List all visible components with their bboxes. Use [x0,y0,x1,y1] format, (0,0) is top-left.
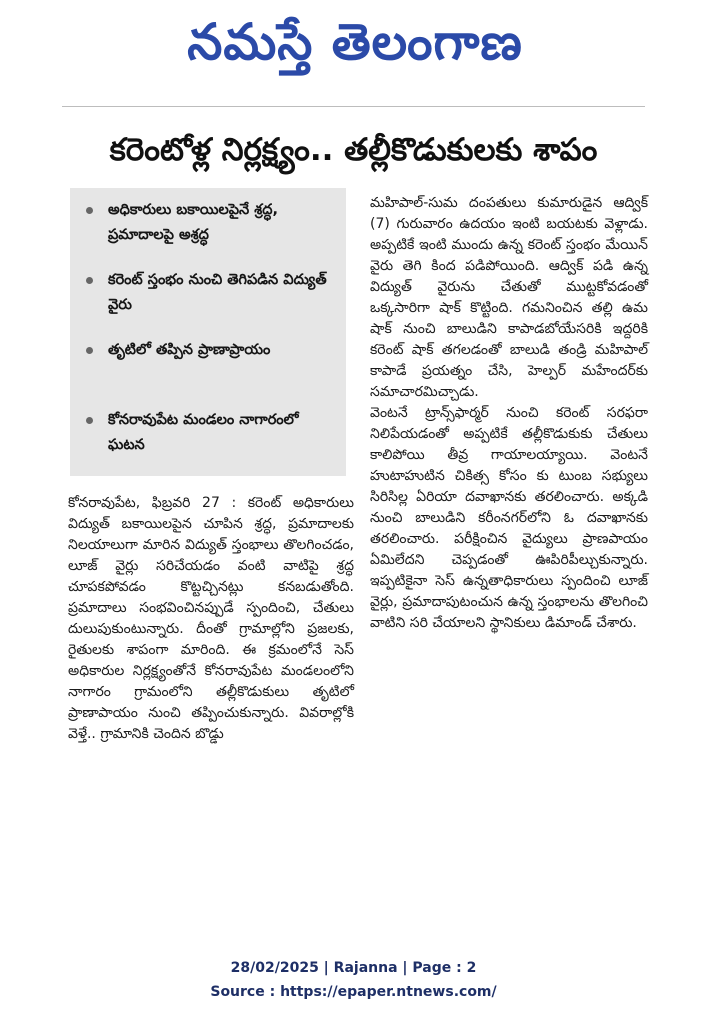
article-body-right-column [370,193,648,634]
highlight-text: కరెంట్ స్తంభం నుంచి తెగిపడిన విద్యుత్ వైరు [108,272,327,313]
footer-source-line: Source : https://epaper.ntnews.com/ [210,984,497,1000]
highlight-item [86,198,336,248]
bullet-icon [86,347,93,354]
masthead-logo: నమస్తే తెలంగాణ [187,13,523,71]
highlights-box [70,188,346,476]
article-body-left-column [68,493,354,745]
highlight-text: అధికారులు బకాయిలపైనే శ్రద్ధ, ప్రమాదాలపై అశ్రద్ధ [108,202,278,243]
highlight-item [86,338,336,363]
body-paragraph: కోనరావుపేట, ఫిబ్రవరి 27 : కరెంట్ అధికారులు విద్యుత్ బకాయిలపైన చూపిన శ్రద్ధ, ప్రమాదాలకు నిలయాలుగా మారిన విద్యుత్ స్తంభాలు తొలగించడం, లూజ్ వైర్లు సరిచేయడం వంటి వాటిపై శ్రద్ధ చూపకపోవడం కొట్టచ్చినట్లు కనబడుతోంది. ప్రమాదాలు సంభవించినప్పుడే స్పందించి, చేతులు దులుపుకుంటున్నారు. దీంతో గ్రామాల్లోని ప్రజలకు, రైతులకు శాపంగా మారింది. ఈ క్రమంలోనే సెస్ అధికారుల నిర్లక్ష్యంతోనే కోనరావుపేట మండలంలోని నాగారం గ్రామంలోని తల్లీకొడుకులు తృటిలో ప్రాణాపాయం నుంచి తప్పించుకున్నారు. వివరాల్లోకి వెళ్తే.. గ్రామానికి చెందిన బొడ్డు [68,495,354,742]
article-headline: కరెంటోళ్ల నిర్లక్ష్యం.. తల్లీకొడుకులకు శాపం [109,132,598,168]
bullet-icon [86,277,93,284]
body-paragraph: వెంటనే ట్రాన్స్‌ఫార్మర్ నుంచి కరెంట్ సరఫరా నిలిపేయడంతో అప్పటికే తల్లీకొడుకుకు చేతులు కాలిపోయి తీవ్ర గాయాలయ్యాయి. వెంటనే హుటాహుటిన చికిత్స కోసం కు టుంబ సభ్యులు సిరిసిల్ల ఏరియా దవాఖానకు తరలించారు. అక్కడి నుంచి బాలుడిని కరీంనగర్‌లోని ఓ దవాఖానకు తరలించారు. పరీక్షించిన వైద్యులు ప్రాణపాయం ఏమిలేదని చెప్పడంతో ఊపిరిపీల్చుకున్నారు. ఇప్పటికైనా సెస్ ఉన్నతాధికారులు స్పందించి లూజ్ వైర్లు, ప్రమాదాపుటంచున ఉన్న స్తంభాలను తొలగించి వాటిని సరి చేయాలని స్థానికులు డిమాండ్ చేశారు. [370,405,648,631]
bullet-icon [86,207,93,214]
highlight-text: కోనరావుపేట మండలం నాగారంలో ఘటన [108,412,299,453]
masthead-divider [62,106,645,107]
highlight-item [86,268,336,318]
highlight-item [86,408,336,458]
bullet-icon [86,417,93,424]
footer-date-line: 28/02/2025 | Rajanna | Page : 2 [230,960,477,976]
highlight-text: తృటిలో తప్పిన ప్రాణాప్రాయం [108,342,271,358]
body-paragraph: మహిపాల్-సుమ దంపతులు కుమారుడైన ఆద్విక్ (7) గురువారం ఉదయం ఇంటి బయటకు వెళ్లాడు. అప్పటికే ఇంటి ముందు ఉన్న కరెంట్ స్తంభం మేయిన్ వైరు తెగి కింద పడిపోయింది. ఆద్విక్ పడి ఉన్న విద్యుత్ వైరును చేతుతో ముట్టకోవడంతో ఒక్కసారిగా షాక్ కొట్టింది. గమనించిన తల్లి ఉమ షాక్ నుంచి బాలుడిని కాపాడబోయేసరికి ఇద్దరికి కరెంట్ షాక్ తగలడంతో బాలుడి తండ్రి మహిపాల్ కాపాడే ప్రయత్నం చేసి, హెల్పర్ మహేందర్‌కు సమాచారమిచ్చాడు. [370,195,648,400]
